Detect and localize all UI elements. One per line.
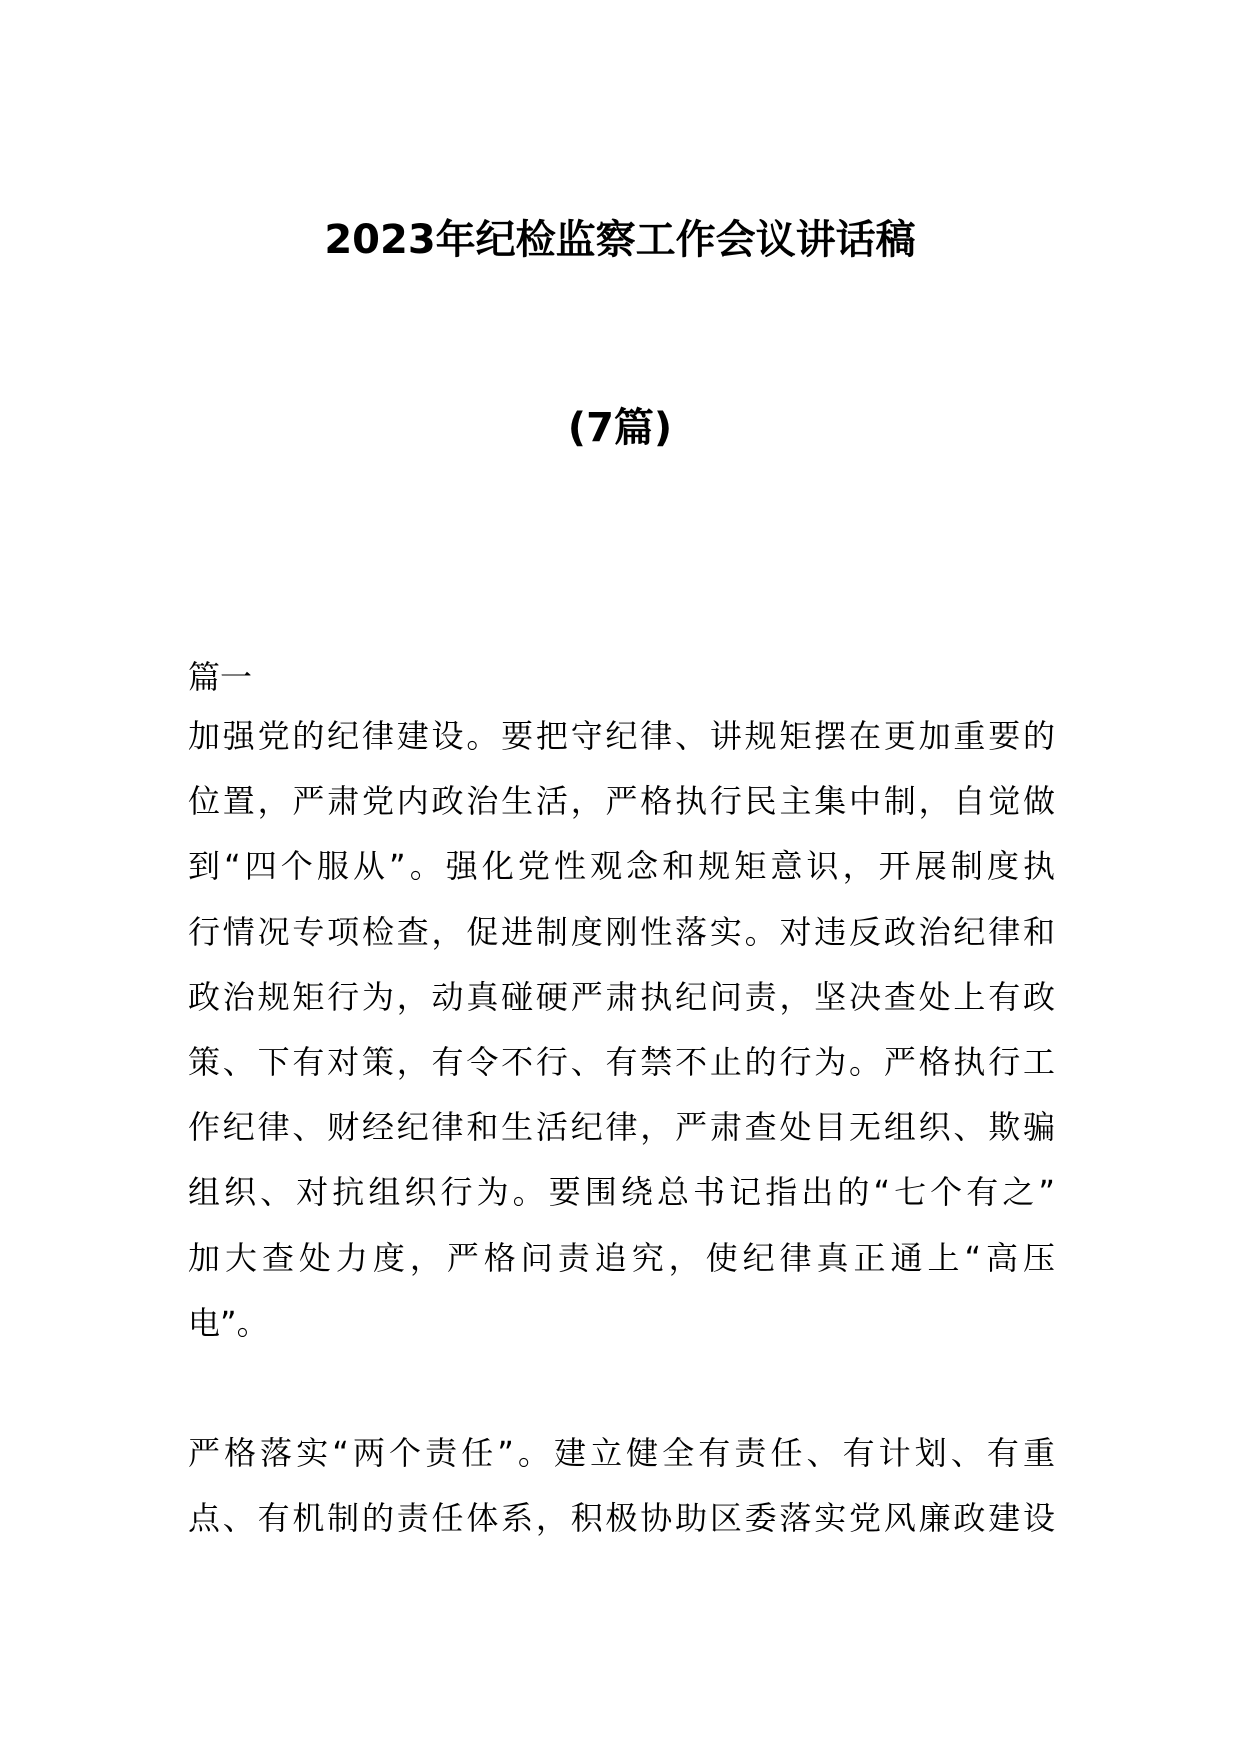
document-title: 2023年纪检监察工作会议讲话稿	[324, 217, 916, 263]
paragraph-line: 策、下有对策，有令不行、有禁不止的行为。严格执行工	[188, 1042, 1055, 1081]
paragraph-line: 点、有机制的责任体系，积极协助区委落实党风廉政建设	[188, 1499, 1055, 1538]
paragraph-line: 严格落实“两个责任”。建立健全有责任、有计划、有重	[188, 1434, 1055, 1472]
document-subtitle: (7篇)	[567, 405, 673, 451]
paragraph-line: 到“四个服从”。强化党性观念和规矩意识，开展制度执	[188, 847, 1055, 886]
paragraph-line: 电”。	[188, 1303, 269, 1342]
paragraph-line: 组织、对抗组织行为。要围绕总书记指出的“七个有之”	[188, 1173, 1055, 1212]
paragraph-line: 加大查处力度，严格问责追究，使纪律真正通上“高压	[188, 1238, 1055, 1277]
section-heading: 篇一	[188, 658, 253, 696]
paragraph-1	[188, 716, 1055, 1368]
paragraph-line: 作纪律、财经纪律和生活纪律，严肃查处目无组织、欺骗	[188, 1108, 1055, 1147]
paragraph-line: 位置，严肃党内政治生活，严格执行民主集中制，自觉做	[188, 782, 1055, 821]
paragraph-2	[188, 1433, 1055, 1563]
paragraph-line: 加强党的纪律建设。要把守纪律、讲规矩摆在更加重要的	[188, 717, 1055, 755]
paragraph-line: 政治规矩行为，动真碰硬严肃执纪问责，坚决查处上有政	[188, 977, 1055, 1016]
paragraph-line: 行情况专项检查，促进制度刚性落实。对违反政治纪律和	[188, 912, 1055, 951]
